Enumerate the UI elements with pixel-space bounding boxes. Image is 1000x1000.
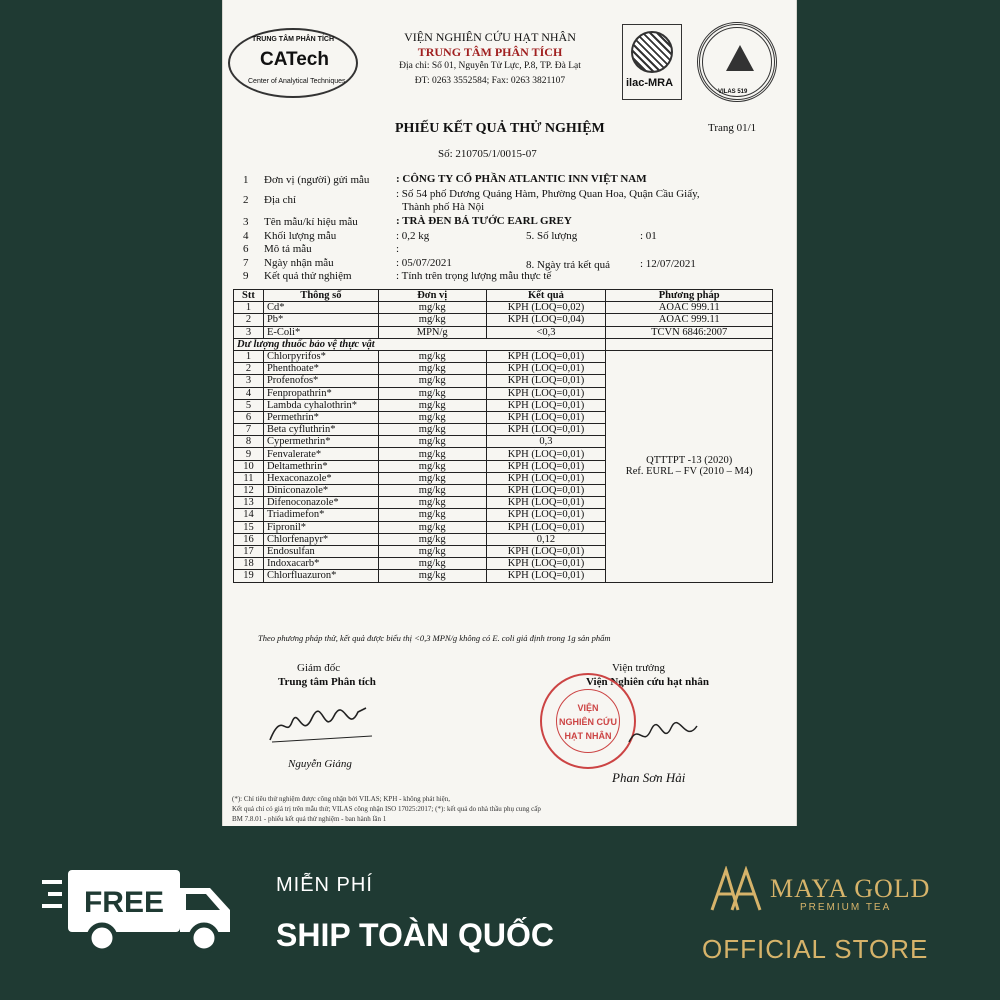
result-value: KPH (LOQ=0,01) (486, 363, 606, 375)
column-header: Đơn vị (378, 290, 486, 302)
info-no: 9 (243, 270, 249, 282)
parameter-name: Hexaconazole* (263, 472, 378, 484)
row-number: 15 (234, 521, 264, 533)
stamp-text: VIỆN (577, 703, 599, 713)
result-note: Theo phương pháp thử, kết quả được biểu thị <0,3 MPN/g không có E. coli giả định trong 1g sản phẩm (258, 633, 611, 643)
parameter-name: Fenpropathrin* (263, 387, 378, 399)
result-value: KPH (LOQ=0,01) (486, 570, 606, 582)
result-value: 0,12 (486, 533, 606, 545)
info-no: 2 (243, 194, 249, 206)
table-row (234, 326, 773, 338)
footnote-line: Kết quả chỉ có giá trị trên mẫu thử; VILAS công nhận ISO 17025:2017; (*): kết quả do nhà thầu phụ cung cấp (232, 805, 541, 813)
result-value: KPH (LOQ=0,02) (486, 302, 606, 314)
table-row (234, 350, 773, 362)
info-no: 7 (243, 257, 249, 269)
return-date-value: : 12/07/2021 (640, 258, 696, 270)
column-header: Thông số (263, 290, 378, 302)
parameter-name: Chlorfenapyr* (263, 533, 378, 545)
unit: mg/kg (378, 521, 486, 533)
address-value-2: Thành phố Hà Nội (402, 201, 485, 213)
result-value: KPH (LOQ=0,01) (486, 424, 606, 436)
logo-main-text: CATech (260, 49, 329, 70)
row-number: 13 (234, 497, 264, 509)
ship-nationwide-text: SHIP TOÀN QUỐC (276, 917, 554, 953)
table-row (234, 314, 773, 326)
unit: mg/kg (378, 350, 486, 362)
info-label: Đơn vị (người) gửi mẫu (264, 174, 370, 186)
info-no: 6 (243, 243, 249, 255)
parameter-name: Deltamethrin* (263, 460, 378, 472)
report-title: PHIẾU KẾT QUẢ THỬ NGHIỆM (395, 121, 605, 136)
row-number: 19 (234, 570, 264, 582)
catech-logo (228, 28, 358, 98)
row-number: 4 (234, 387, 264, 399)
unit: mg/kg (378, 570, 486, 582)
free-shipping-truck-icon (40, 868, 240, 958)
center-name: TRUNG TÂM PHÂN TÍCH (417, 45, 563, 59)
info-label: Kết quả thử nghiệm (264, 270, 352, 282)
logo-top-text: TRUNG TÂM PHÂN TÍCH (251, 36, 335, 43)
row-number: 7 (234, 424, 264, 436)
left-signatory-title-2: Trung tâm Phân tích (278, 676, 376, 688)
footnote-line: (*): Chỉ tiêu thử nghiệm được công nhận bởi VILAS; KPH - không phát hiện, (232, 795, 451, 803)
right-signatory-title: Viện trưởng (612, 662, 665, 674)
result-value: KPH (LOQ=0,01) (486, 411, 606, 423)
test-method: AOAC 999.11 (606, 302, 773, 314)
parameter-name: Pb* (263, 314, 378, 326)
unit: mg/kg (378, 509, 486, 521)
parameter-name: Permethrin* (263, 411, 378, 423)
info-label: Khối lượng mẫu (264, 230, 337, 242)
parameter-name: Chlorpyrifos* (263, 350, 378, 362)
free-label-text: MIỄN PHÍ (276, 874, 373, 896)
description-value: : (396, 243, 400, 255)
row-number: 3 (234, 326, 264, 338)
row-number: 3 (234, 375, 264, 387)
row-number: 8 (234, 436, 264, 448)
info-label: Địa chỉ (264, 194, 297, 206)
official-stamp (540, 673, 636, 769)
center-phone: ĐT: 0263 3552584; Fax: 0263 3821107 (414, 76, 566, 86)
test-method: AOAC 999.11 (606, 314, 773, 326)
parameter-name: Endosulfan (263, 545, 378, 557)
right-signatory-name: Phan Sơn Hải (612, 770, 686, 785)
info-no: 4 (243, 230, 249, 242)
parameter-name: E-Coli* (263, 326, 378, 338)
footnote-line: BM 7.8.01 - phiếu kết quả thử nghiệm - ban hành lần 1 (232, 815, 387, 823)
stamp-text: HẠT NHÂN (564, 731, 612, 741)
table-row (234, 302, 773, 314)
unit: mg/kg (378, 485, 486, 497)
section-header-row (234, 338, 773, 350)
row-number: 6 (234, 411, 264, 423)
column-header: Stt (234, 290, 264, 302)
parameter-name: Fipronil* (263, 521, 378, 533)
ilac-text: ilac-MRA (626, 77, 674, 89)
row-number: 2 (234, 314, 264, 326)
result-basis-value: : Tính trên trọng lượng mẫu thực tế (396, 270, 552, 282)
left-signatory-title: Giám đốc (297, 662, 341, 674)
unit: mg/kg (378, 545, 486, 557)
result-value: KPH (LOQ=0,01) (486, 485, 606, 497)
free-label: FREE (83, 886, 165, 919)
parameter-name: Beta cyfluthrin* (263, 424, 378, 436)
logo-bottom-text: Center of Analytical Techniques (248, 78, 346, 85)
info-label: Ngày nhận mẫu (264, 257, 334, 269)
ilac-mra-logo (622, 24, 682, 100)
parameter-name: Difenoconazole* (263, 497, 378, 509)
parameter-name: Lambda cyhalothrin* (263, 399, 378, 411)
unit: mg/kg (378, 375, 486, 387)
row-number: 17 (234, 545, 264, 557)
result-value: KPH (LOQ=0,01) (486, 375, 606, 387)
maya-gold-logo-icon (708, 866, 768, 914)
info-no: 3 (243, 216, 249, 228)
info-label: Tên mẫu/kí hiệu mẫu (264, 216, 358, 228)
column-header: Phương pháp (606, 290, 773, 302)
row-number: 18 (234, 558, 264, 570)
section-title: Dư lượng thuốc bảo vệ thực vật (234, 338, 487, 350)
column-header: Kết quả (486, 290, 606, 302)
test-method-merged (606, 350, 773, 582)
row-number: 10 (234, 460, 264, 472)
unit: mg/kg (378, 314, 486, 326)
result-value: KPH (LOQ=0,04) (486, 314, 606, 326)
vilas-accreditation-logo (697, 22, 777, 102)
info-no: 1 (243, 174, 249, 186)
result-value: KPH (LOQ=0,01) (486, 387, 606, 399)
result-value: <0,3 (486, 326, 606, 338)
parameter-name: Cypermethrin* (263, 436, 378, 448)
result-value: KPH (LOQ=0,01) (486, 521, 606, 533)
ilac-globe-icon (631, 31, 673, 73)
unit: mg/kg (378, 424, 486, 436)
row-number: 5 (234, 399, 264, 411)
result-value: KPH (LOQ=0,01) (486, 350, 606, 362)
mass-value: : 0,2 kg (396, 230, 430, 242)
row-number: 16 (234, 533, 264, 545)
unit: mg/kg (378, 472, 486, 484)
report-number: Số: 210705/1/0015-07 (438, 148, 537, 160)
unit: mg/kg (378, 533, 486, 545)
accreditation-triangle-icon (726, 45, 754, 71)
method-line: QTTTPT -13 (2020) (646, 455, 733, 467)
row-number: 1 (234, 350, 264, 362)
parameter-name: Fenvalerate* (263, 448, 378, 460)
address-value: : Số 54 phố Dương Quảng Hàm, Phường Quan Hoa, Quận Cầu Giấy, (396, 188, 700, 200)
unit: mg/kg (378, 302, 486, 314)
official-store-text: OFFICIAL STORE (702, 934, 929, 964)
sender-value: : CÔNG TY CỔ PHẦN ATLANTIC INN VIỆT NAM (396, 173, 647, 185)
parameter-name: Phenthoate* (263, 363, 378, 375)
info-label: Mô tả mẫu (264, 243, 312, 255)
result-value: KPH (LOQ=0,01) (486, 399, 606, 411)
right-signature-icon (625, 718, 705, 754)
parameter-name: Diniconazole* (263, 485, 378, 497)
result-value: KPH (LOQ=0,01) (486, 448, 606, 460)
institute-name: VIỆN NGHIÊN CỨU HẠT NHÂN (404, 30, 576, 44)
result-value: KPH (LOQ=0,01) (486, 497, 606, 509)
unit: mg/kg (378, 497, 486, 509)
left-signatory-name: Nguyễn Giảng (288, 758, 352, 770)
page-number: Trang 01/1 (708, 122, 757, 134)
unit: mg/kg (378, 558, 486, 570)
parameter-name: Cd* (263, 302, 378, 314)
unit: mg/kg (378, 363, 486, 375)
table-header-row (234, 290, 773, 302)
unit: mg/kg (378, 448, 486, 460)
right-signatory-title-2: Viện Nghiên cứu hạt nhân (586, 676, 709, 688)
brand-name: MAYA GOLD (770, 874, 931, 903)
received-date-value: : 05/07/2021 (396, 257, 452, 269)
result-value: KPH (LOQ=0,01) (486, 558, 606, 570)
parameter-name: Profenofos* (263, 375, 378, 387)
sample-name-value: : TRÀ ĐEN BÁ TƯỚC EARL GREY (396, 215, 572, 227)
parameter-name: Indoxacarb* (263, 558, 378, 570)
test-method: TCVN 6846:2007 (606, 326, 773, 338)
result-value: 0,3 (486, 436, 606, 448)
brand-tagline: PREMIUM TEA (800, 902, 892, 913)
unit: mg/kg (378, 460, 486, 472)
method-line: Ref. EURL – FV (2010 – M4) (625, 466, 753, 478)
unit: mg/kg (378, 436, 486, 448)
center-address: Địa chỉ: Số 01, Nguyễn Tử Lực, P.8, TP. Đà Lạt (399, 61, 581, 71)
unit: mg/kg (378, 387, 486, 399)
row-number: 11 (234, 472, 264, 484)
stamp-text: NGHIÊN CỨU (559, 717, 617, 727)
row-number: 12 (234, 485, 264, 497)
row-number: 2 (234, 363, 264, 375)
left-signature-icon (262, 700, 382, 750)
unit: mg/kg (378, 411, 486, 423)
row-number: 1 (234, 302, 264, 314)
info-label: 8. Ngày trả kết quả (526, 259, 610, 271)
unit: MPN/g (378, 326, 486, 338)
info-label: 5. Số lượng (526, 230, 578, 242)
parameter-name: Triadimefon* (263, 509, 378, 521)
result-value: KPH (LOQ=0,01) (486, 509, 606, 521)
quantity-value: : 01 (640, 230, 657, 242)
results-table (233, 289, 773, 583)
parameter-name: Chlorfluazuron* (263, 570, 378, 582)
result-value: KPH (LOQ=0,01) (486, 472, 606, 484)
row-number: 9 (234, 448, 264, 460)
row-number: 14 (234, 509, 264, 521)
result-value: KPH (LOQ=0,01) (486, 460, 606, 472)
vilas-number: VILAS 519 (718, 89, 748, 95)
result-value: KPH (LOQ=0,01) (486, 545, 606, 557)
unit: mg/kg (378, 399, 486, 411)
